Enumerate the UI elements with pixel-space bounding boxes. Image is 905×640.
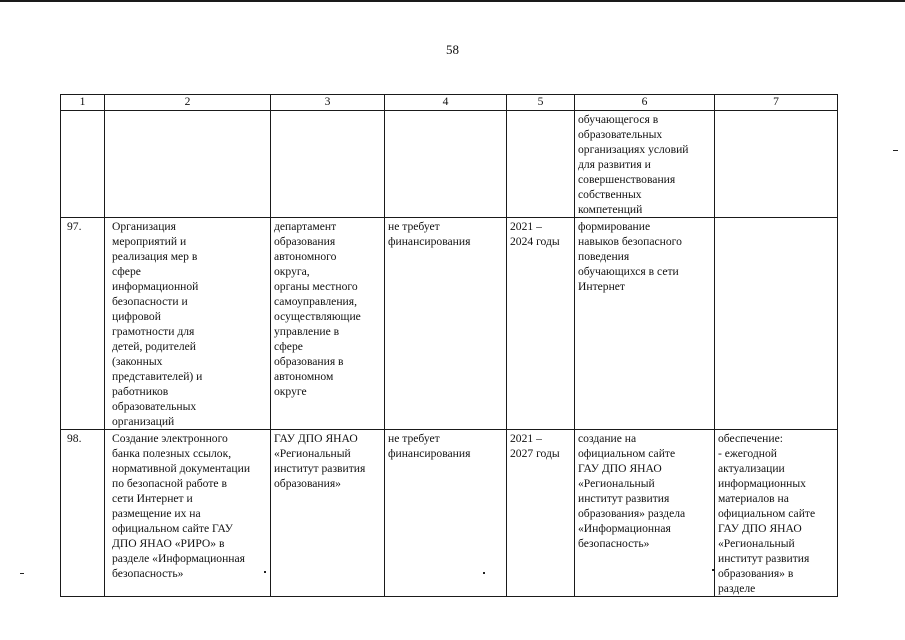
cell-action: [105, 111, 271, 218]
scan-speck: [264, 571, 266, 573]
cell-period: [507, 111, 575, 218]
col-header-5: 5: [507, 95, 575, 111]
cell-action: Создание электронного банка полезных ссылок, нормативной документации по безопасной работе в сети Интернет и размещение их на официальном сайте ГАУ ДПО ЯНАО «РИРО» в разделе «Информационная безопасность»: [105, 430, 271, 597]
top-border-line: [0, 0, 905, 2]
cell-number: [61, 111, 105, 218]
scan-speck: [483, 572, 485, 574]
page-number: 58: [446, 42, 459, 57]
cell-executor: департамент образования автономного округа, органы местного самоуправления, осуществляющие управление в сфере образования в автономном округе: [271, 218, 385, 430]
table-row: [61, 218, 838, 430]
cell-number: 97.: [61, 218, 105, 430]
header-row: [61, 95, 838, 111]
col-header-7: 7: [715, 95, 838, 111]
cell-funding: [385, 111, 507, 218]
measures-table: [60, 94, 838, 597]
cell-funding: не требует финансирования: [385, 218, 507, 430]
cell-result: создание на официальном сайте ГАУ ДПО ЯНАО «Региональный институт развития образования» раздела «Информационная безопасность»: [575, 430, 715, 597]
cell-note: [715, 111, 838, 218]
cell-funding: не требует финансирования: [385, 430, 507, 597]
cell-executor: [271, 111, 385, 218]
cell-note: [715, 218, 838, 430]
cell-number: 98.: [61, 430, 105, 597]
col-header-2: 2: [105, 95, 271, 111]
cell-note: обеспечение: - ежегодной актуализации информационных материалов на официальном сайте ГАУ ДПО ЯНАО «Региональный институт развития образования» в разделе: [715, 430, 838, 597]
col-header-6: 6: [575, 95, 715, 111]
col-header-1: 1: [61, 95, 105, 111]
cell-period: 2021 – 2024 годы: [507, 218, 575, 430]
scan-speck: [712, 569, 714, 571]
cell-action: Организация мероприятий и реализация мер в сфере информационной безопасности и цифровой грамотности для детей, родителей (законных представителей) и работников образовательных организаций: [105, 218, 271, 430]
col-header-3: 3: [271, 95, 385, 111]
scan-speck: [893, 150, 898, 151]
cell-period: 2021 – 2027 годы: [507, 430, 575, 597]
scan-speck: [20, 573, 24, 574]
table-row: [61, 111, 838, 218]
col-header-4: 4: [385, 95, 507, 111]
cell-executor: ГАУ ДПО ЯНАО «Региональный институт развития образования»: [271, 430, 385, 597]
cell-result: обучающегося в образовательных организациях условий для развития и совершенствования собственных компетенций: [575, 111, 715, 218]
cell-result: формирование навыков безопасного поведения обучающихся в сети Интернет: [575, 218, 715, 430]
table-row: [61, 430, 838, 597]
